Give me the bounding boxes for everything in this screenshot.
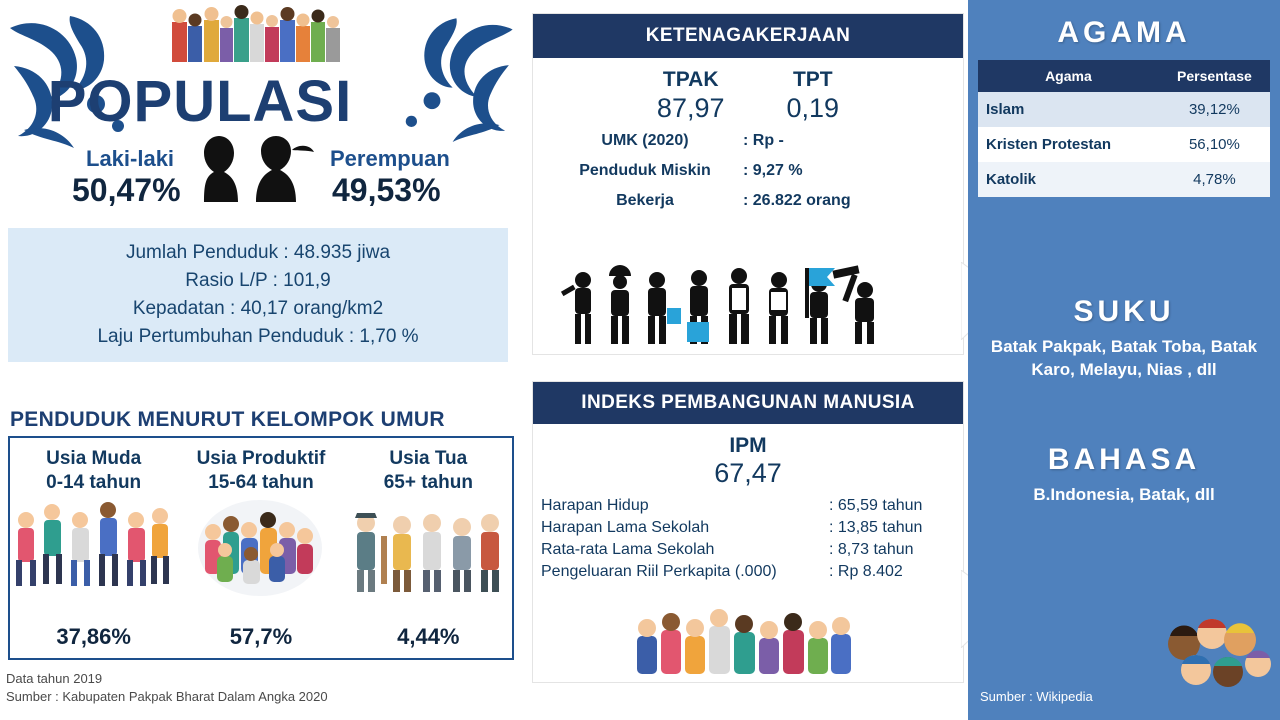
fact-kepadatan: Kepadatan : 40,17 orang/km2 [132, 298, 384, 319]
hdi-row-value: : Rp 8.402 [829, 563, 903, 580]
age-groups-title: PENDUDUK MENURUT KELOMPOK UMUR [10, 408, 445, 431]
age-group-productive-value: 57,7% [229, 624, 293, 649]
age-group-productive-name: Usia Produktif [196, 448, 326, 469]
age-group-productive [177, 438, 344, 658]
employment-row-value: : 26.822 orang [743, 192, 851, 209]
employment-row-value: : 9,27 % [743, 162, 803, 179]
hdi-rows [533, 497, 963, 581]
age-group-young [10, 438, 177, 658]
tpt-label: TPT [792, 68, 833, 91]
hdi-row [541, 563, 955, 581]
young-people-icon [10, 494, 177, 600]
religion-name: Islam [978, 92, 1159, 127]
hdi-row-value: : 13,85 tahun [829, 519, 923, 536]
religion-pct: 39,12% [1159, 92, 1270, 127]
population-section [0, 0, 520, 720]
religion-table [978, 60, 1270, 197]
table-row [978, 162, 1270, 197]
employment-row-key: Bekerja [616, 192, 674, 209]
hdi-row-value: : 65,59 tahun [829, 497, 923, 514]
tpak-value: 87,97 [656, 93, 725, 123]
hdi-row-key: Pengeluaran Riil Perkapita (.000) [541, 563, 777, 580]
religion-header-pct: Persentase [1159, 60, 1270, 92]
employment-key-metrics [533, 68, 963, 124]
religion-name: Katolik [978, 162, 1159, 197]
footer-line-1: Data tahun 2019 [6, 671, 103, 686]
hdi-row [541, 541, 955, 559]
hdi-row [541, 497, 955, 515]
table-row [978, 127, 1270, 162]
hdi-row-key: Harapan Hidup [541, 497, 649, 514]
fact-jumlah-penduduk: Jumlah Penduduk : 48.935 jiwa [125, 242, 391, 263]
age-group-young-range: 0-14 tahun [46, 472, 142, 493]
male-label: Laki-laki [86, 146, 175, 171]
language-title: BAHASA [1047, 443, 1201, 476]
flourish-right-icon [372, 6, 522, 156]
religion-pct: 56,10% [1159, 127, 1270, 162]
employment-row [547, 162, 949, 180]
right-panel-source: Sumber : Wikipedia [980, 689, 1093, 704]
employment-row-key: Penduduk Miskin [579, 162, 711, 179]
hdi-card [533, 382, 963, 682]
employment-row [547, 192, 949, 210]
age-group-productive-range: 15-64 tahun [208, 472, 314, 493]
workers-illustration [547, 264, 947, 350]
gender-ratio [0, 140, 520, 210]
ethnicity-title: SUKU [1073, 295, 1175, 328]
female-label: Perempuan [330, 146, 450, 171]
faces-illustration [1162, 606, 1272, 692]
ethnicity-text: Batak Pakpak, Batak Toba, Batak Karo, Melayu, Nias , dll [990, 337, 1258, 379]
age-group-elderly-name: Usia Tua [389, 448, 468, 469]
tpt-value: 0,19 [786, 93, 840, 123]
tpak-label: TPAK [662, 68, 719, 91]
footer-line-2: Sumber : Kabupaten Pakpak Bharat Dalam Angka 2020 [6, 689, 328, 704]
ipm-metric [533, 434, 963, 489]
fact-laju-pertumbuhan: Laju Pertumbuhan Penduduk : 1,70 % [97, 326, 419, 347]
employment-row-value: : Rp - [743, 132, 784, 149]
productive-people-icon [177, 494, 344, 600]
population-facts [8, 228, 508, 362]
crowd-illustration [170, 0, 345, 62]
table-row [978, 92, 1270, 127]
ipm-value: 67,47 [714, 458, 782, 488]
middle-column [533, 0, 963, 720]
hdi-row-key: Harapan Lama Sekolah [541, 519, 710, 536]
religion-pct: 4,78% [1159, 162, 1270, 197]
employment-card [533, 14, 963, 354]
hdi-row-key: Rata-rata Lama Sekolah [541, 541, 715, 558]
age-group-elderly [345, 438, 512, 658]
footer-source [6, 670, 328, 706]
hdi-title: INDEKS PEMBANGUNAN MANUSIA [533, 382, 963, 424]
language-text: B.Indonesia, Batak, dll [1033, 485, 1215, 504]
age-group-young-value: 37,86% [56, 624, 131, 649]
religion-name: Kristen Protestan [978, 127, 1159, 162]
elderly-people-icon [345, 494, 512, 600]
ipm-label: IPM [729, 434, 767, 457]
tpak-metric [657, 68, 725, 124]
age-group-young-name: Usia Muda [46, 448, 142, 469]
employment-rows [533, 132, 963, 210]
fact-rasio: Rasio L/P : 101,9 [185, 270, 331, 291]
age-groups-box [8, 436, 514, 660]
religion-header-name: Agama [978, 60, 1159, 92]
gender-silhouette-icon [196, 136, 326, 207]
age-group-elderly-value: 4,44% [397, 624, 460, 649]
community-illustration [629, 592, 869, 683]
employment-row [547, 132, 949, 150]
page-title: POPULASI [47, 69, 353, 134]
right-panel [968, 0, 1280, 720]
employment-row-key: UMK (2020) [601, 132, 689, 149]
female-value: 49,53% [332, 172, 441, 208]
tpt-metric [787, 68, 840, 124]
male-value: 50,47% [72, 172, 181, 208]
employment-title: KETENAGAKERJAAN [533, 14, 963, 58]
religion-title: AGAMA [1057, 16, 1191, 49]
hdi-row [541, 519, 955, 537]
age-group-elderly-range: 65+ tahun [383, 472, 473, 493]
hdi-row-value: : 8,73 tahun [829, 541, 914, 558]
